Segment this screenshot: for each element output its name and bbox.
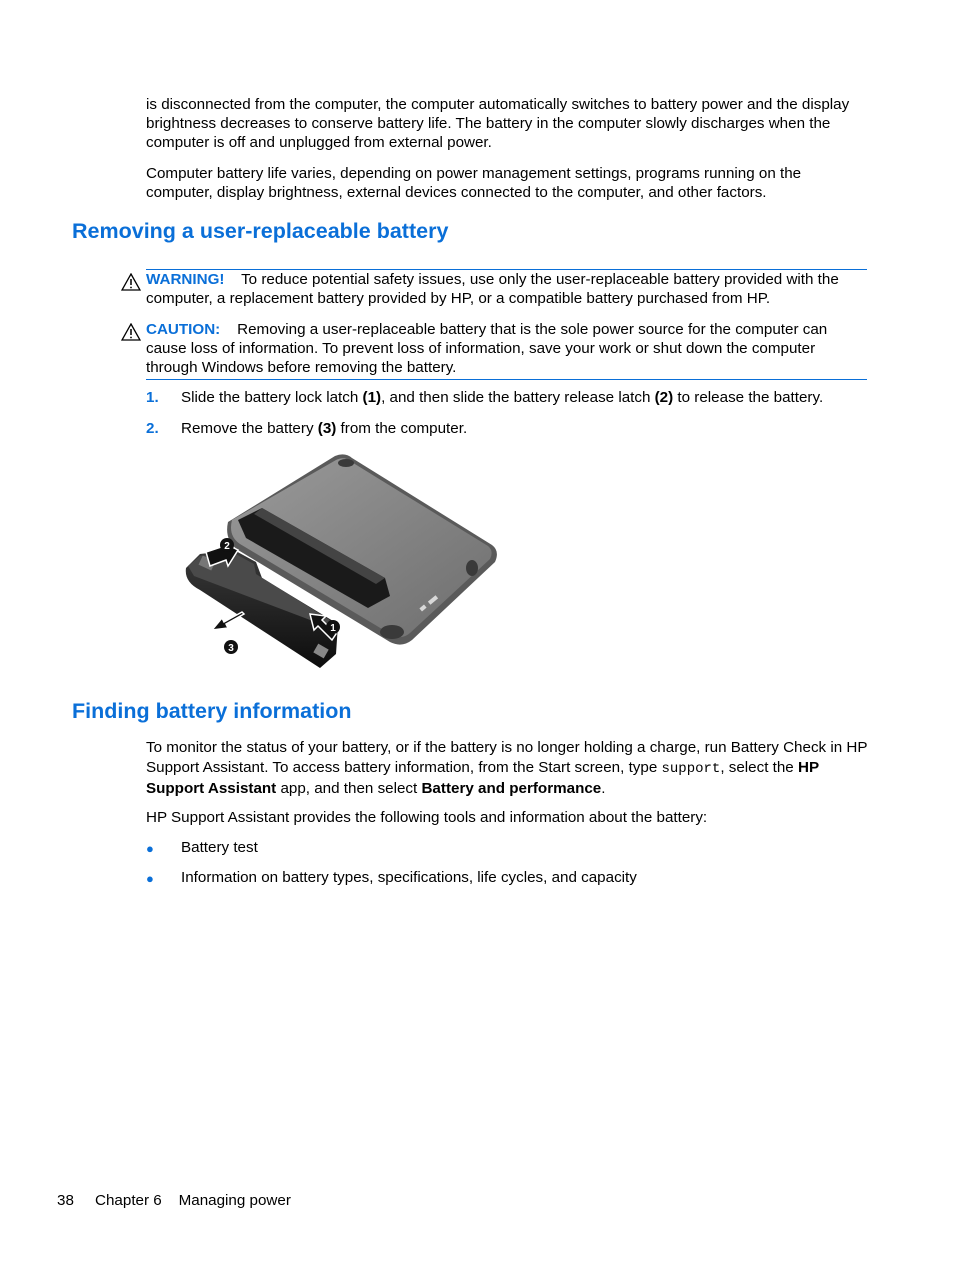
footer-chapter: Chapter 6 xyxy=(95,1192,162,1209)
step-number: 1. xyxy=(146,389,159,406)
step-1 xyxy=(0,389,954,409)
bullet-dot-icon: ● xyxy=(146,841,154,856)
finding-paragraph-1: To monitor the status of your battery, or if the battery is no longer holding a charge, run Battery Check in HP Support Assistant. To access battery information, from the Start screen, type support, select the HP Support Assistant app, and then select Battery and performance. xyxy=(146,739,868,797)
footer-title: Managing power xyxy=(178,1192,291,1209)
bullet-item: ● Battery test xyxy=(146,839,258,856)
svg-text:1: 1 xyxy=(330,623,336,634)
step-text: Remove the battery (3) from the computer. xyxy=(181,420,468,437)
step-2 xyxy=(0,420,954,440)
step-text: Slide the battery lock latch (1), and then slide the battery release latch (2) to release the battery. xyxy=(181,389,824,406)
caution-triangle-icon xyxy=(121,323,141,341)
svg-text:3: 3 xyxy=(228,643,234,654)
svg-text:2: 2 xyxy=(224,541,230,552)
warning-notice xyxy=(116,270,868,310)
callout-3 xyxy=(224,640,238,654)
notice-bottom-rule xyxy=(146,379,867,380)
caution-notice xyxy=(116,320,868,378)
step-number: 2. xyxy=(146,420,159,437)
caution-text: Removing a user-replaceable battery that is the sole power source for the computer can cause loss of information. To prevent loss of information, save your work or shut down the computer through Windows before removing the battery. xyxy=(146,321,828,376)
finding-paragraph-2: HP Support Assistant provides the following tools and information about the battery: xyxy=(146,809,708,826)
section-heading-removing: Removing a user-replaceable battery xyxy=(72,219,449,243)
caution-label: CAUTION: xyxy=(146,321,221,338)
page-footer xyxy=(57,1192,457,1209)
page-number: 38 xyxy=(57,1192,74,1209)
callout-2 xyxy=(220,538,234,552)
bullet-item: ● Information on battery types, specifications, life cycles, and capacity xyxy=(146,869,637,886)
callout-1 xyxy=(326,620,340,634)
intro-paragraph-2: Computer battery life varies, depending on power management settings, programs running on the computer, display brightness, external devices connected to the computer, and other factors. xyxy=(146,165,802,201)
battery-removal-illustration xyxy=(180,450,505,675)
intro-paragraph-1: is disconnected from the computer, the computer automatically switches to battery power and the display brightness decreases to conserve battery life. The battery in the computer slowly discharges when the computer is off and unplugged from external power. xyxy=(146,96,850,151)
warning-text: To reduce potential safety issues, use only the user-replaceable battery provided with the computer, a replacement battery provided by HP, or a compatible battery purchased from HP. xyxy=(146,271,839,307)
section-heading-finding: Finding battery information xyxy=(72,699,352,723)
command-text: support xyxy=(661,761,721,777)
remove-arrow-3 xyxy=(212,612,244,630)
warning-label: WARNING! xyxy=(146,271,225,288)
warning-triangle-icon xyxy=(121,273,141,291)
bullet-dot-icon: ● xyxy=(146,871,154,886)
